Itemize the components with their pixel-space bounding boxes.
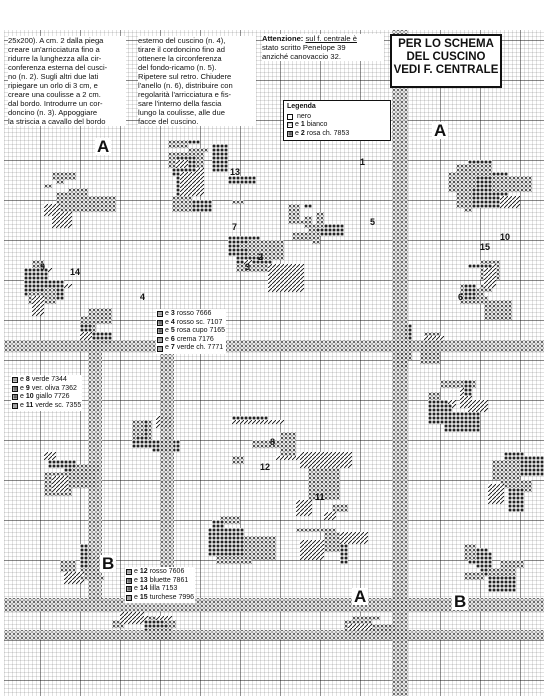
col2-line: l'anello (n. 6), distribuire con [138, 81, 233, 90]
stitch-block [488, 484, 504, 504]
chart-number: 6 [458, 292, 464, 302]
stitch-block [324, 512, 336, 520]
col2-line: Ripetere sul retro. Chiudere [138, 72, 232, 81]
col2-line: ottenere la circonferenza [138, 54, 222, 63]
chart-number: 12 [260, 462, 271, 472]
stitch-block [468, 264, 492, 268]
stitch-block [324, 532, 340, 552]
intro-line: doncino (n. 3). Appoggiare [8, 108, 98, 117]
chart-number: 10 [500, 232, 511, 242]
stitch-block [52, 476, 68, 492]
chart-number: 1 [360, 157, 366, 167]
stitch-block [176, 160, 188, 168]
stitch-block [52, 172, 76, 180]
notice-label: Attenzione: [262, 34, 304, 43]
legend-group-4 [122, 565, 226, 605]
stitch-block [464, 572, 484, 580]
intro-line: creare un'arricciatura fino a [8, 45, 100, 54]
legend-swatch: ▧ [127, 595, 132, 602]
chart-number: 4 [140, 292, 146, 302]
legend-swatch: ▤ [127, 569, 132, 576]
legend-swatch: □ [288, 122, 292, 129]
legend-item [157, 327, 225, 336]
stitch-block [300, 540, 324, 560]
legend-number: 9 [25, 384, 30, 392]
stitch-block [60, 200, 88, 212]
legend-label: verde 7344 [31, 376, 67, 383]
chart-number: 2 [258, 252, 264, 262]
instructions-text [8, 36, 126, 126]
legend-prefix: e [165, 344, 169, 352]
legend-item [157, 344, 225, 353]
stitch-block [456, 164, 492, 176]
legend-item [12, 376, 81, 385]
legend-swatch: ▩ [127, 577, 132, 584]
legend-swatch: ▤ [13, 377, 18, 384]
legend-prefix: e [134, 568, 138, 575]
legend-swatch: ▨ [158, 345, 163, 352]
legend-number: 11 [25, 401, 34, 409]
legend-swatch: ▤ [158, 311, 163, 318]
intro-line: no (n. 2). Sugli altri due lati [8, 72, 99, 81]
legend-item [126, 568, 194, 577]
legend-label: bianco [306, 121, 328, 129]
legend-swatch: ▩ [158, 319, 163, 326]
chart-number: 15 [480, 242, 491, 252]
stitch-block [428, 400, 448, 424]
legend-number: 4 [170, 318, 175, 326]
legend-item [287, 121, 387, 130]
legend-item [287, 113, 387, 122]
stitch-block [240, 536, 276, 560]
stitch-block [312, 232, 320, 244]
stitch-block [340, 544, 348, 564]
legend-prefix: e [134, 576, 138, 584]
stitch-block [84, 196, 116, 212]
stitch-block [132, 420, 144, 436]
stitch-block [148, 616, 156, 620]
stitch-block [112, 620, 120, 628]
intro-line: dal bordo. Introdurre un cor- [8, 99, 103, 108]
legend-number: 12 [139, 568, 148, 575]
legend-prefix: e [20, 376, 24, 383]
see-box-line-1: PER LO SCHEMA [398, 38, 494, 50]
legend-label: nero [297, 112, 312, 120]
legend-item [287, 130, 387, 139]
stitch-block [268, 264, 304, 292]
stitch-block [172, 196, 192, 212]
stitch-block [300, 452, 352, 468]
stitch-block [44, 452, 56, 460]
notice-line-3: anziché canovaccio 32. [262, 52, 341, 61]
stitch-block [88, 308, 112, 324]
intro-line: conferenza esterna del cusci- [8, 63, 108, 72]
legend-group-3 [8, 373, 112, 413]
legend-number: 3 [170, 310, 175, 317]
chart-number: 14 [70, 267, 81, 277]
legend-prefix: e [134, 593, 138, 601]
chart-number: 3 [245, 262, 251, 272]
legend-swatch: ▩ [13, 385, 18, 392]
stitch-block [484, 300, 512, 320]
stitch-block [236, 264, 268, 272]
legend-item [12, 402, 81, 411]
legend-prefix: e [295, 129, 299, 137]
stitch-block [476, 548, 488, 568]
col2-line: facce del cuscino. [138, 117, 199, 126]
legend-label: ver. oliva 7362 [31, 384, 77, 392]
legend-number: 14 [139, 585, 148, 593]
stitch-block [44, 184, 52, 188]
stitch-block [232, 420, 284, 424]
stitch-block [360, 616, 368, 624]
legend-label: verde sc. 7355 [35, 401, 82, 409]
stitch-block [232, 456, 244, 464]
stitch-block [500, 560, 524, 568]
legend-label: rosa cupo 7165 [176, 327, 226, 335]
stitch-block [332, 504, 348, 512]
intro-line: ridurre la lunghezza alla cir- [8, 54, 102, 63]
legend-item [157, 310, 225, 319]
legend-number: 15 [139, 593, 148, 601]
col2-line: esterno del cuscino (n. 4), [138, 36, 226, 45]
legend-number: 5 [170, 327, 175, 335]
legend-prefix: e [165, 318, 169, 326]
legend-number: 1 [300, 121, 305, 129]
border-band [4, 630, 544, 640]
stitch-block [304, 204, 312, 208]
legend-item [157, 319, 225, 328]
legend-swatch: ▦ [158, 328, 163, 335]
chart-number: 13 [230, 167, 241, 177]
legend-item [12, 393, 81, 402]
chart-number: 9 [40, 262, 46, 272]
legend-number: 7 [170, 344, 175, 352]
stitch-block [276, 456, 304, 460]
stitch-block [508, 488, 524, 512]
legend-label: rosso 7606 [149, 568, 185, 575]
notice-line-1: sul f. centrale è [305, 34, 357, 43]
stitch-block [80, 544, 88, 548]
stitch-block [492, 460, 520, 480]
legend-item [126, 577, 194, 586]
border-band [392, 30, 408, 696]
legend-number: 8 [25, 376, 30, 383]
legend-number: 10 [25, 393, 34, 401]
legend-item [157, 336, 225, 345]
col2-line: tirare il cordoncino fino ad [138, 45, 225, 54]
stitch-block [80, 332, 92, 340]
legend-label: rosa ch. 7853 [306, 129, 350, 137]
legend-item [126, 585, 194, 594]
stitch-block [212, 520, 224, 528]
legend-prefix: e [165, 327, 169, 335]
stitch-block [316, 212, 324, 228]
stitch-block [296, 528, 336, 532]
legend-label: bluette 7861 [149, 576, 189, 584]
stitch-block [292, 232, 308, 240]
stitch-block [188, 148, 208, 152]
col2-line: del fondo-ricamo (n. 5). [138, 63, 217, 72]
instructions-text-continued [138, 36, 256, 126]
legend-prefix: e [295, 121, 299, 129]
zone-label-a: A [97, 137, 110, 156]
stitch-block [212, 144, 228, 172]
stitch-block [488, 576, 516, 592]
legend-swatch: ▧ [13, 403, 18, 410]
zone-label-b: B [454, 592, 467, 611]
chart-number: 7 [232, 222, 238, 232]
legend-prefix: e [165, 310, 169, 317]
zone-label-a: A [354, 587, 367, 606]
chart-number: 5 [370, 217, 376, 227]
legend-label: crema 7176 [176, 335, 214, 343]
stitch-block [264, 240, 284, 260]
legend-swatch: ▦ [288, 131, 293, 138]
see-box-line-3: VEDI F. CENTRALE [393, 64, 499, 76]
stitch-block [80, 324, 92, 332]
legend-number: 13 [139, 576, 148, 584]
stitch-block [144, 620, 164, 628]
legend-item [12, 385, 81, 394]
chart-number: 8 [270, 437, 276, 447]
stitch-block [464, 544, 476, 560]
zone-label-a: A [434, 121, 447, 140]
zone-label-b: B [102, 554, 115, 573]
see-box-line-2: DEL CUSCINO [406, 51, 486, 63]
stitch-block [232, 200, 244, 204]
legend-prefix: e [134, 585, 138, 593]
intro-line: la striscia a cavallo del bordo [8, 117, 106, 126]
chart-number: 11 [315, 492, 325, 502]
stitch-block [256, 440, 264, 448]
stitch-block [464, 204, 472, 212]
legend-swatch [287, 114, 293, 120]
intro-line: 25x200). A cm. 2 dalla piega [8, 36, 104, 45]
stitch-block [488, 568, 516, 576]
stitch-block [240, 244, 264, 248]
see-central-sheet-box [390, 34, 502, 88]
stitch-block [492, 176, 532, 192]
stitch-block [80, 316, 88, 324]
legend-title: Legenda [287, 103, 316, 110]
legend-prefix: e [20, 401, 24, 409]
notice-line-2: stato scritto Penelope 39 [262, 43, 346, 52]
stitch-block [292, 220, 308, 224]
legend-label: rosso 7666 [176, 310, 212, 317]
col2-line: regolarità l'arricciatura e fis- [138, 90, 232, 99]
legend-label: giallo 7726 [35, 393, 70, 401]
stitch-block [464, 284, 476, 300]
stitch-block [464, 380, 472, 396]
stitch-block [208, 528, 244, 556]
legend-swatch: ▦ [13, 394, 18, 401]
intro-line: creare una coulisse a 2 cm. [8, 90, 101, 99]
legend-label: rosso sc. 7107 [176, 318, 223, 326]
intro-line: ripiegare un orlo di 3 cm, e [8, 81, 98, 90]
stitch-block [228, 176, 256, 184]
stitch-block [60, 560, 76, 572]
legend-label: verde ch. 7771 [176, 344, 224, 352]
legend-label: turchese 7996 [149, 593, 195, 601]
stitch-block [468, 160, 492, 164]
legend-main [283, 100, 391, 141]
border-band [4, 340, 544, 352]
legend-group-2 [153, 307, 257, 356]
border-band [160, 340, 174, 590]
col2-line: lungo la coulisse, alle due [138, 108, 225, 117]
legend-prefix: e [20, 384, 24, 392]
stitch-block [32, 296, 44, 316]
legend-number: 2 [300, 129, 305, 137]
col2-line: sare l'interno della fascia [138, 99, 222, 108]
legend-item [126, 594, 194, 603]
legend-prefix: e [165, 335, 169, 343]
stitch-block [120, 612, 144, 624]
legend-swatch: ▦ [127, 586, 132, 593]
stitch-block [168, 140, 188, 148]
stitch-block [500, 196, 520, 208]
notice-text [262, 34, 384, 61]
legend-label: lilla 7153 [149, 585, 178, 593]
legend-swatch: ▧ [158, 337, 163, 344]
stitch-block [340, 532, 368, 544]
legend-prefix: e [20, 393, 24, 401]
stitch-block [296, 500, 312, 516]
legend-number: 6 [170, 335, 175, 343]
stitch-block [48, 460, 76, 468]
stitch-block [232, 416, 268, 420]
